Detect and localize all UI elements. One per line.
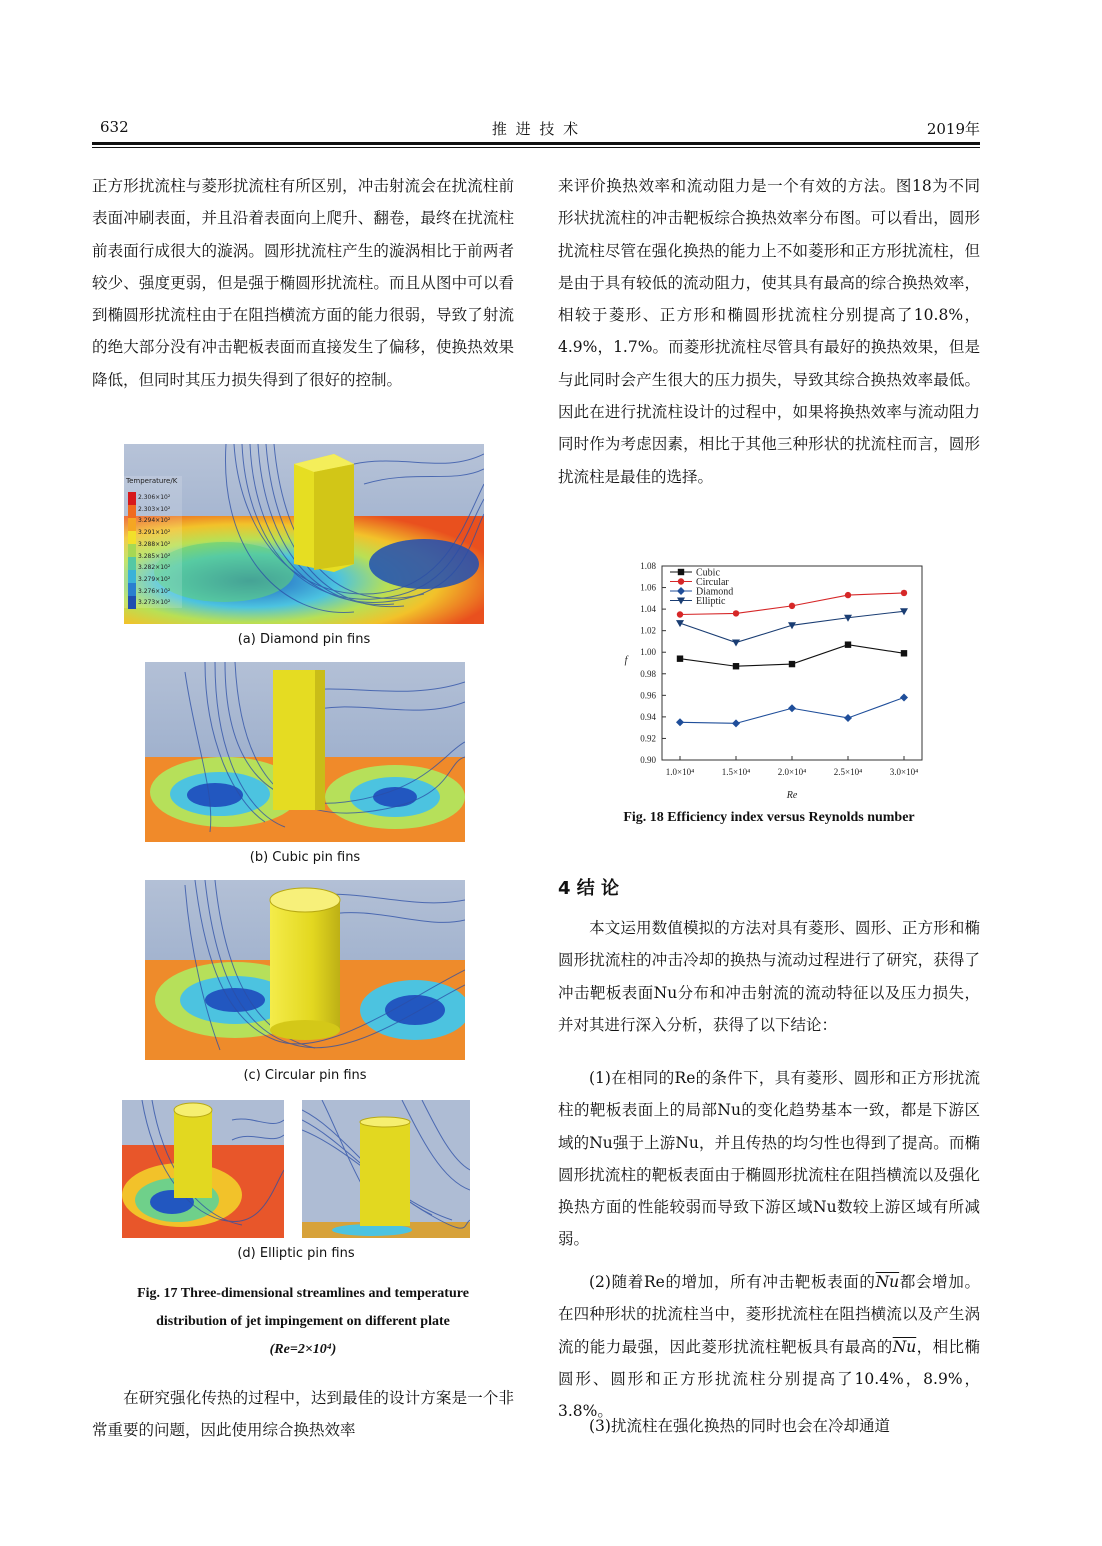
x-tick-label: 2.5×10⁴: [833, 767, 863, 777]
journal-name: 推 进 技 术: [491, 120, 581, 138]
series-cubic-point: [845, 641, 851, 647]
fig17c-circular-image: [145, 880, 465, 1060]
x-tick-label: 2.0×10⁴: [777, 767, 807, 777]
legend-value: 3.285×10²: [138, 552, 171, 560]
page-header: [92, 118, 980, 142]
conclusion-3: [558, 1410, 980, 1442]
fig17-caption: [92, 1280, 514, 1364]
fig17d-elliptic-image-right: [302, 1100, 470, 1238]
page-number: 632: [100, 118, 129, 136]
fig18-chart: [600, 556, 940, 806]
legend-value: 3.288×10²: [138, 540, 171, 548]
conclusion-3-text: (3)扰流柱在强化换热的同时也会在冷却通道: [589, 1417, 890, 1435]
legend-label: Diamond: [696, 586, 734, 598]
header-rule-thin: [92, 147, 980, 148]
y-tick-label: 0.96: [640, 690, 656, 701]
x-tick-label: 1.0×10⁴: [665, 767, 695, 777]
left-paragraph-2-text: 在研究强化传热的过程中，达到最佳的设计方案是一个非常重要的问题，因此使用综合换热效率: [92, 1389, 514, 1440]
series-diamond-point: [788, 704, 796, 712]
y-tick-label: 0.94: [640, 711, 656, 722]
series-diamond-point: [900, 693, 908, 701]
legend-value: 3.273×10²: [138, 599, 171, 607]
fig17a-subcaption: (a) Diamond pin fins: [237, 632, 371, 647]
y-tick-label: 1.08: [640, 561, 656, 571]
fig17a-legend: [138, 492, 170, 609]
conclusion-1: [558, 1062, 980, 1256]
series-circular-point: [845, 592, 851, 598]
fig17c-subcaption: (c) Circular pin fins: [243, 1068, 367, 1083]
series-diamond-point: [676, 718, 684, 726]
y-tick-label: 1.00: [640, 647, 656, 658]
legend-label: Elliptic: [696, 596, 726, 607]
y-tick-label: 0.98: [640, 668, 656, 679]
fig18-caption: Fig. 18 Efficiency index versus Reynolds number: [623, 810, 915, 825]
y-tick-label: 1.04: [640, 604, 656, 615]
x-axis-label: Re: [786, 790, 798, 801]
legend-marker: [678, 578, 684, 584]
legend-label: Circular: [696, 577, 729, 588]
fig17b-subcaption: (b) Cubic pin fins: [249, 850, 361, 865]
series-cubic-point: [733, 663, 739, 669]
left-paragraph-2: [92, 1382, 514, 1447]
y-tick-label: 1.06: [640, 582, 656, 593]
legend-label: Cubic: [696, 567, 720, 579]
series-cubic-point: [789, 661, 795, 667]
series-circular-point: [733, 610, 739, 616]
legend-value: 3.291×10²: [138, 529, 171, 537]
conclusion-1-text: (1)在相同的Re的条件下，具有菱形、圆形和正方形扰流柱的靶板表面上的局部Nu的变化趋势基本一致，都是下游区域的Nu强于上游Nu，并且传热的均匀性也得到了提高。而椭圆形扰流柱的靶板表面由于椭圆形扰流柱在阻挡横流以及强化换热方面的性能较弱而导致下游区域Nu数较上游区域有所减弱。: [558, 1069, 980, 1249]
series-circular-point: [901, 590, 907, 596]
y-tick-label: 0.90: [640, 755, 656, 765]
fig17d-elliptic-image-left: [122, 1100, 284, 1238]
fig17a-legend-title: Temperature/K: [126, 477, 178, 485]
fig17d-subcaption: (d) Elliptic pin fins: [237, 1246, 355, 1261]
fig17-caption-line2: distribution of jet impingement on different plate: [156, 1314, 450, 1329]
series-elliptic-point: [732, 640, 740, 647]
y-tick-label: 0.92: [640, 733, 656, 744]
fig17a-diamond-image: [124, 444, 484, 624]
section-title: 4 结 论: [558, 878, 620, 899]
year: 2019年: [926, 120, 980, 138]
nu-mean-symbol: $\overline{Nu}$: [892, 1337, 917, 1356]
nu-mean-symbol: $\overline{Nu}$: [875, 1273, 900, 1291]
conclusion-2-text-b: 都会增加。在四种形状的扰流柱当中，菱形扰流柱在阻挡横流以及产生涡流的能力最强，因此菱形扰流柱靶板具有最高的: [558, 1273, 980, 1356]
fig17b-cubic-image: [145, 662, 465, 842]
legend-value: 3.276×10²: [138, 587, 171, 595]
conclusion-2-text-a: (2)随着Re的增加，所有冲击靶板表面的: [589, 1273, 876, 1291]
fig18-chart-svg: [600, 556, 940, 806]
conclusion-2: [558, 1266, 980, 1427]
series-cubic-point: [677, 655, 683, 661]
fig17-caption-line1: Fig. 17 Three-dimensional streamlines and temperature: [137, 1286, 469, 1301]
y-tick-label: 1.02: [640, 625, 656, 636]
legend-value: 3.282×10²: [138, 564, 171, 572]
conclusion-2-text-c: ，相比椭圆形、圆形和正方形扰流柱分别提高了10.4%，8.9%，3.8%。: [558, 1337, 980, 1421]
y-axis-label: f: [624, 655, 628, 666]
x-tick-label: 1.5×10⁴: [721, 767, 751, 777]
legend-value: 3.279×10²: [138, 575, 171, 583]
conclusion-intro: [558, 912, 980, 1041]
conclusion-intro-text: 本文运用数值模拟的方法对具有菱形、圆形、正方形和椭圆形扰流柱的冲击冷却的换热与流动过程进行了研究，获得了冲击靶板表面Nu分布和冲击射流的流动特征以及压力损失，并对其进行深入分析，获得了以下结论：: [558, 919, 980, 1034]
series-cubic-point: [901, 650, 907, 656]
legend-marker: [678, 569, 684, 575]
right-paragraph-1: 来评价换热效率和流动阻力是一个有效的方法。图18为不同形状扰流柱的冲击靶板综合换热效率分布图。可以看出，圆形扰流柱尽管在强化换热的能力上不如菱形和正方形扰流柱，但是由于具有较低的流动阻力，使其具有最高的综合换热效率，相较于菱形、正方形和椭圆形扰流柱分别提高了10.8%，4.9%，1.7%。而菱形扰流柱尽管具有最好的换热效果，但是与此同时会产生很大的压力损失，导致其综合换热效率最低。因此在进行扰流柱设计的过程中，如果将换热效率与流动阻力同时作为考虑因素，相比于其他三种形状的扰流柱而言，圆形扰流柱是最佳的选择。: [558, 177, 980, 486]
series-circular-point: [789, 603, 795, 609]
left-paragraph-1: 正方形扰流柱与菱形扰流柱有所区别，冲击射流会在扰流柱前表面冲刷表面，并且沿着表面向上爬升、翻卷，最终在扰流柱前表面行成很大的漩涡。圆形扰流柱产生的漩涡相比于前两者较少、强度更弱，但是强于椭圆形扰流柱。而且从图中可以看到椭圆形扰流柱由于在阻挡横流方面的能力很弱，导致了射流的绝大部分没有冲击靶板表面而直接发生了偏移，使换热效果降低，但同时其压力损失得到了很好的控制。: [92, 177, 514, 389]
legend-value: 3.294×10²: [138, 517, 171, 525]
legend-value: 2.306×10²: [138, 494, 171, 501]
series-diamond-point: [844, 714, 852, 722]
series-circular-point: [677, 611, 683, 617]
x-tick-label: 3.0×10⁴: [889, 767, 919, 777]
fig17-caption-line3: (Re=2×10⁴): [269, 1342, 337, 1357]
series-diamond-point: [732, 719, 740, 727]
header-rule-thick: [92, 142, 980, 145]
legend-marker: [677, 587, 685, 595]
legend-value: 2.303×10²: [138, 505, 171, 513]
